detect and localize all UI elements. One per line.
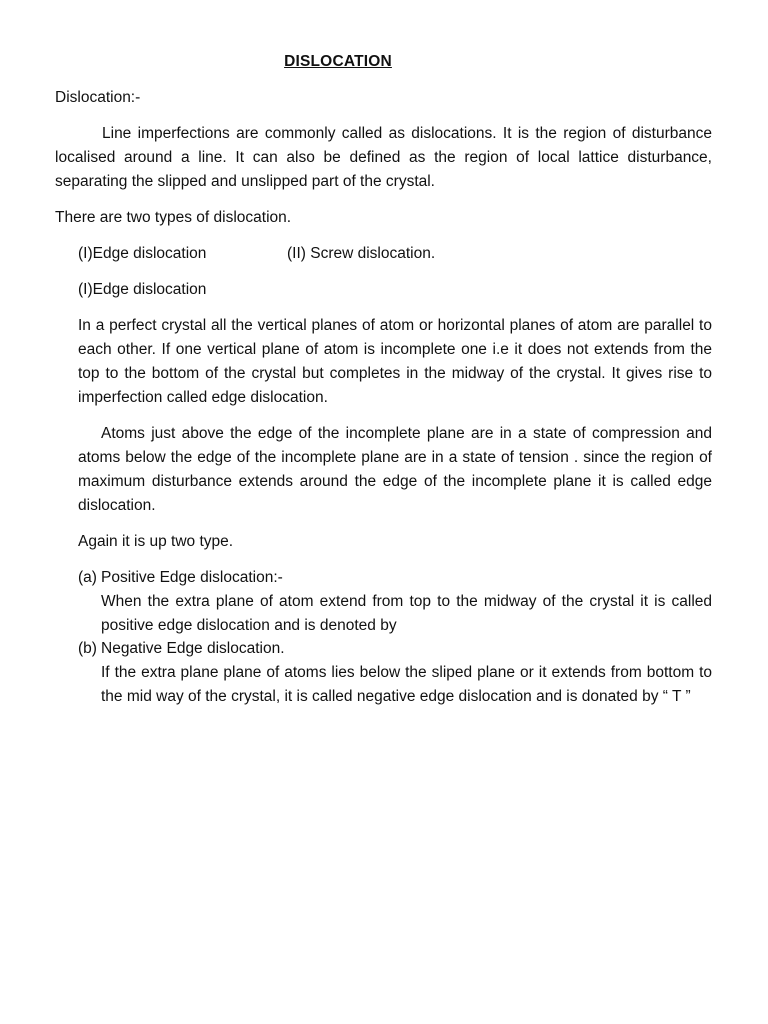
list-item-heading: Negative Edge dislocation. [101,640,285,657]
type-screw-dislocation: (II) Screw dislocation. [287,245,436,262]
document-title: DISLOCATION [284,53,392,70]
list-item-heading: Positive Edge dislocation:- [101,569,283,586]
section-heading: Dislocation:- [55,89,141,106]
list-item-body: When the extra plane of atom extend from top to the midway of the crystal it is called positive edge dislocation and is denoted by [101,593,712,634]
list-marker: (a) [78,569,97,586]
types-row [78,242,712,266]
edge-paragraph-1: In a perfect crystal all the vertical planes of atom or horizontal planes of atom are parallel to each other. If one vertical plane of atom is incomplete one i.e it does not extends from the top to the bottom of the crystal but completes in the midway of the crystal. It gives rise to imperfection called edge dislocation. [78,317,712,406]
intro-paragraph: Line imperfections are commonly called as dislocations. It is the region of disturbance localised around a line. It can also be defined as the region of local lattice disturbance, separating the slipped and unslipped part of the crystal. [55,125,712,190]
edge-paragraph-2: Atoms just above the edge of the incomplete plane are in a state of compression and atoms below the edge of the incomplete plane are in a state of tension . since the region of maximum disturbance extends around the edge of the incomplete plane it is called edge dislocation. [78,425,712,514]
edge-dislocation-heading: (I)Edge dislocation [78,281,207,298]
list-item-negative-edge [78,637,712,733]
list-item-positive-edge [78,566,712,638]
types-intro-text: There are two types of dislocation. [55,209,292,226]
list-item-body: If the extra plane plane of atoms lies below the sliped plane or it extends from bottom to the mid way of the crystal, it is called negative edge dislocation and is donated by “ T ” [101,664,712,705]
list-marker: (b) [78,640,97,657]
again-line: Again it is up two type. [78,533,234,550]
type-edge-dislocation: (I)Edge dislocation [78,245,207,262]
